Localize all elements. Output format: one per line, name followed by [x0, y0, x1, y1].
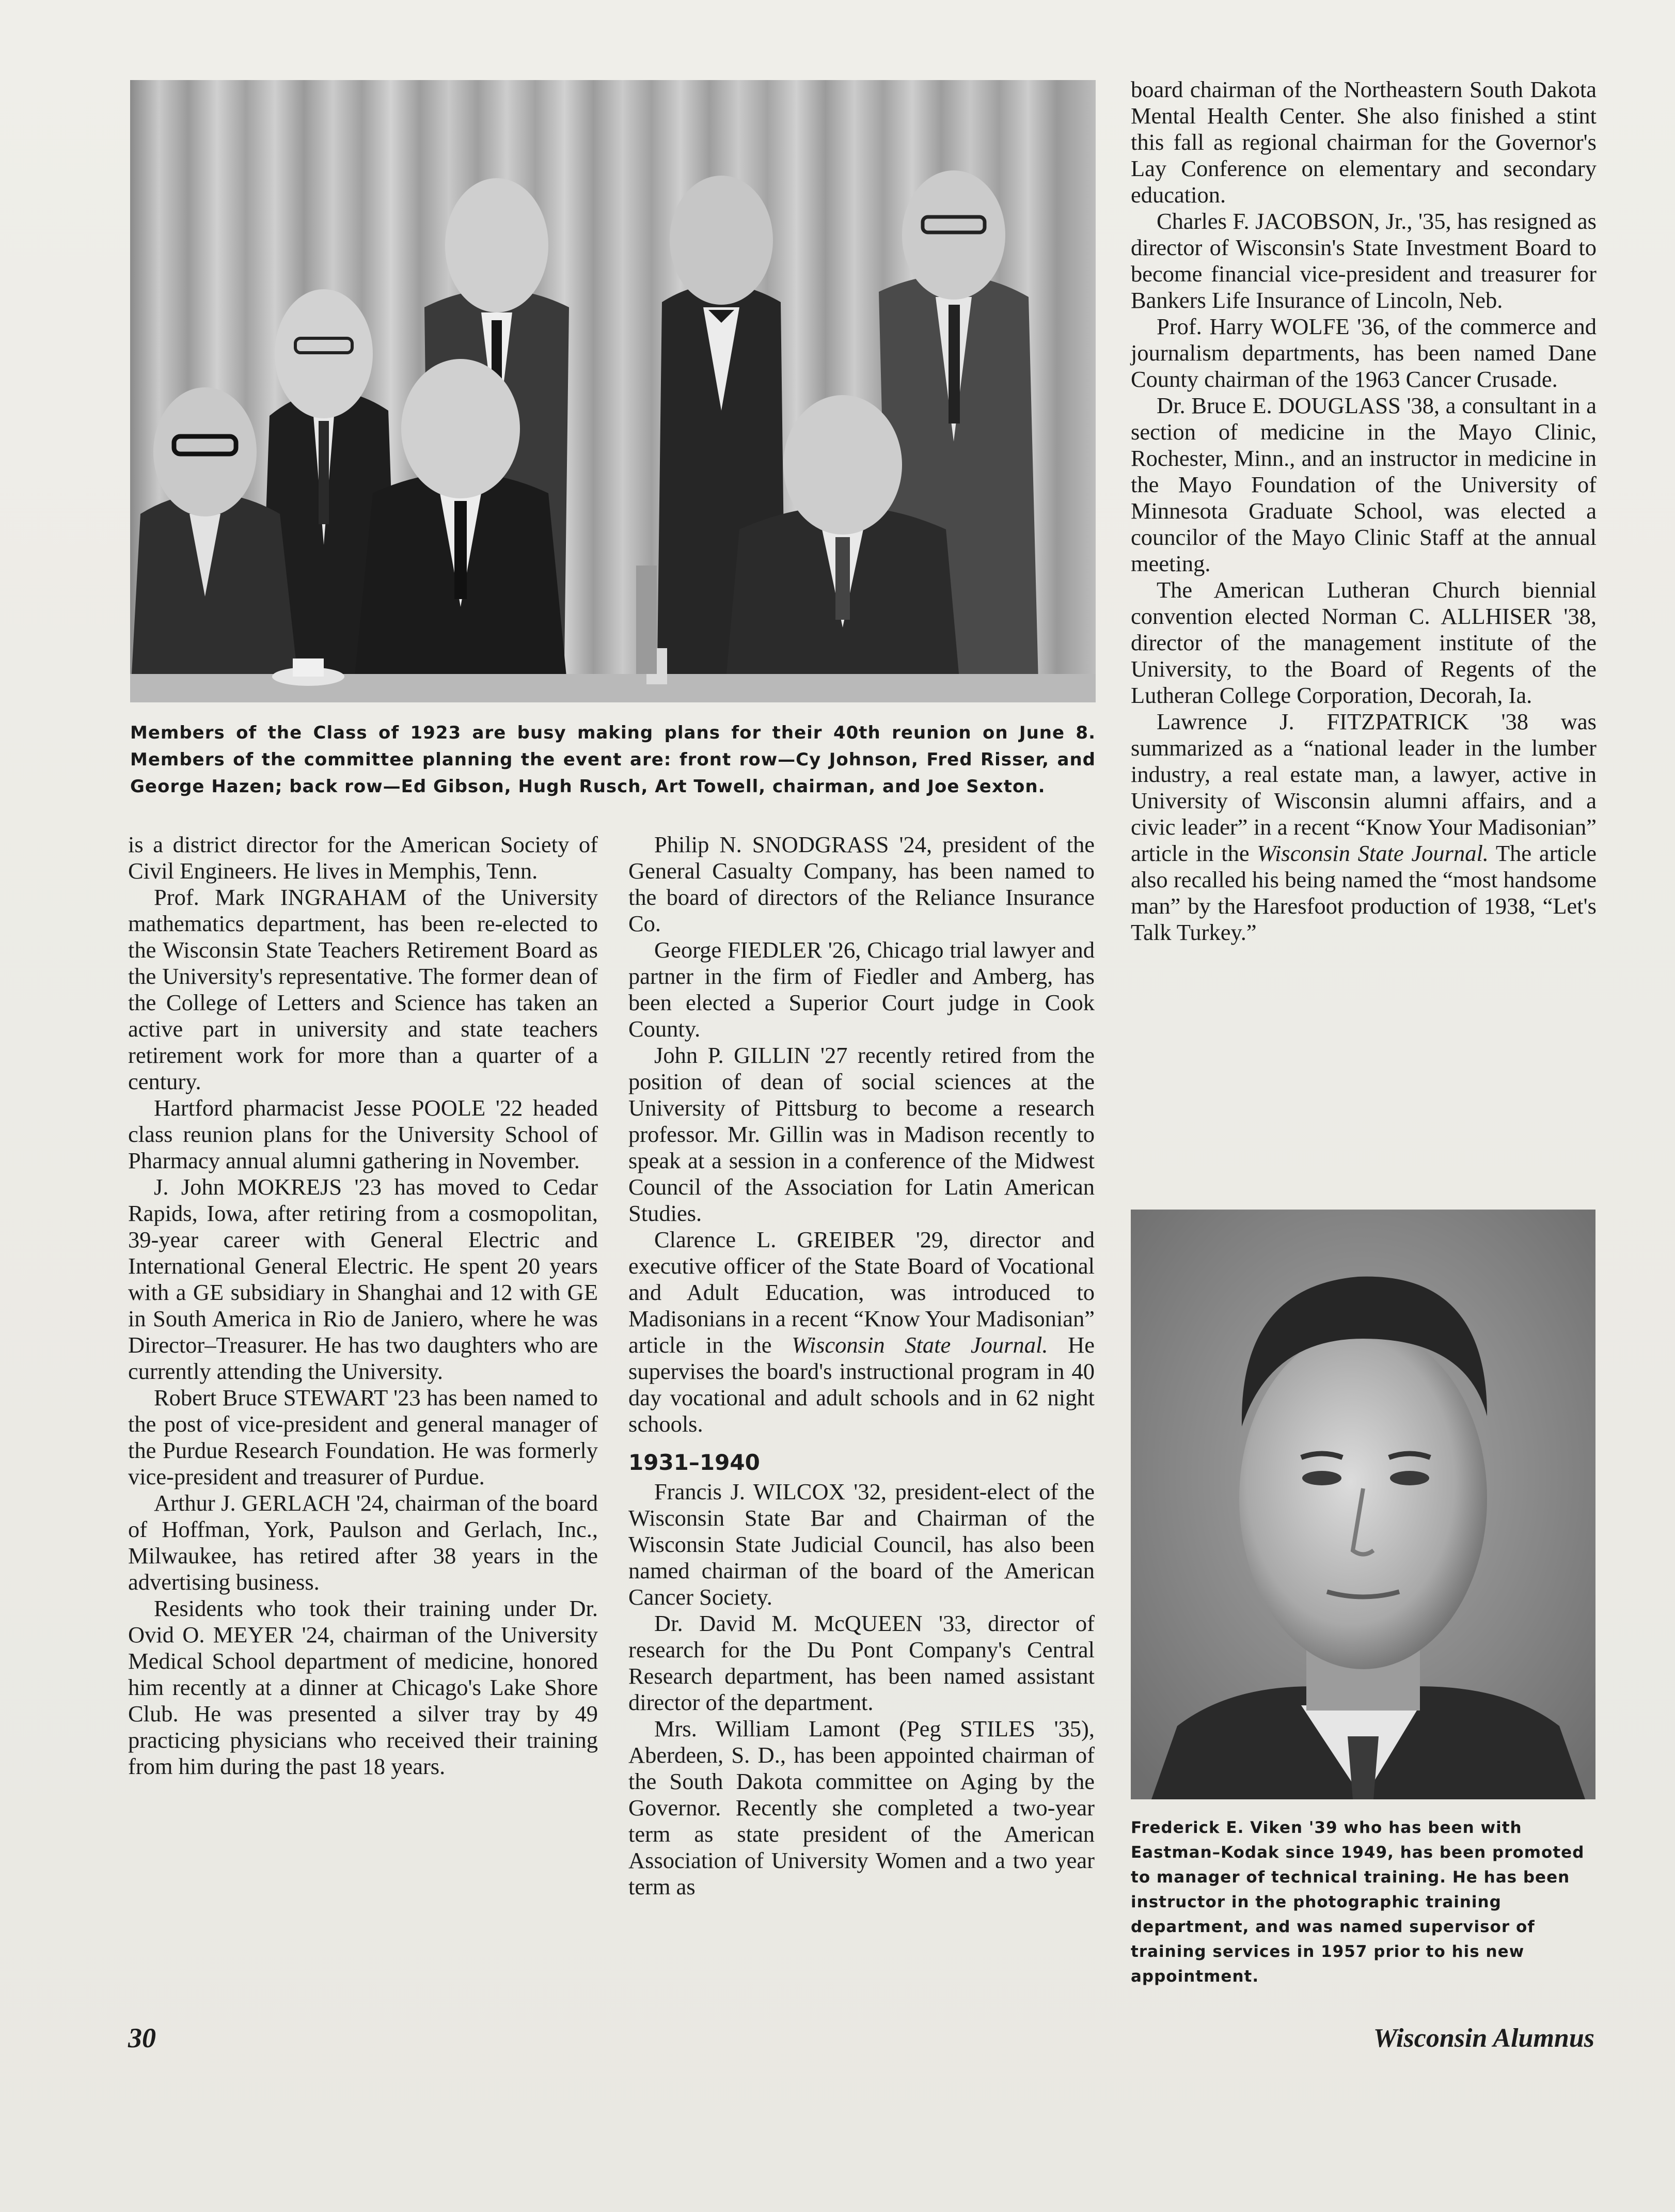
paragraph: Residents who took their training under Dr. Ovid O. MEYER '24, chairman of the University Medical School department of medicine, honored him recently at a dinner at Chicago's Lake Shore Club. He was presented a silver tray by 49 practicing physicians who received their training from him during the past 18 years.: [128, 1595, 598, 1779]
paragraph: Robert Bruce STEWART '23 has been named to the post of vice-president and general manager of the Purdue Research Foundation. He was formerly vice-president and treasurer of Purdue.: [128, 1385, 598, 1489]
portrait-caption: Frederick E. Viken '39 who has been with Eastman–Kodak since 1949, has been promoted to manager of technical training. He has been instructor in the photographic training department, and was named supervisor of training services in 1957 prior to his new appointment.: [1131, 1818, 1585, 1986]
paragraph: is a district director for the American Society of Civil Engineers. He lives in Memphis, Tenn.: [128, 832, 598, 884]
paragraph: The American Lutheran Church biennial convention elected Norman C. ALLHISER '38, director of the management institute of the University, to the Board of Regents of the Lutheran College Corporation, Decorah, Ia.: [1131, 577, 1597, 708]
paragraph: Francis J. WILCOX '32, president-elect of the Wisconsin State Bar and Chairman of the Wisconsin State Judicial Council, has also been named chairman of the board of the American Cancer Society.: [628, 1479, 1095, 1610]
paragraph: Prof. Harry WOLFE '36, of the commerce and journalism departments, has been named Dane County chairman of the 1963 Cancer Crusade.: [1131, 313, 1597, 392]
article-column-3: [1131, 76, 1597, 946]
text-run: Lawrence J. FITZPATRICK '38 was summarized as a “national leader in the lumber industry, a real estate man, a lawyer, active in University of Wisconsin alumni affairs, and a civic leader” in a recent “Know Your Madisonian” article in the: [1131, 709, 1597, 866]
group-photo: [130, 80, 1096, 702]
publication-name: Wisconsin Alumnus: [1373, 2023, 1594, 2053]
paragraph: Charles F. JACOBSON, Jr., '35, has resigned as director of Wisconsin's State Investment Board to become financial vice-president and treasurer for Bankers Life Insurance of Lincoln, Neb.: [1131, 208, 1597, 313]
group-photo-caption: Members of the Class of 1923 are busy making plans for their 40th reunion on June 8. Members of the committee planning the event are: front row—Cy Johnson, Fred Risser, and George Hazen; back row—Ed Gibson, Hugh Rusch, Art Towell, chairman, and Joe Sexton.: [130, 723, 1096, 797]
paragraph-fitzpatrick: [1131, 709, 1597, 946]
paragraph: Arthur J. GERLACH '24, chairman of the board of Hoffman, York, Paulson and Gerlach, Inc., Milwaukee, has retired after 38 years in the advertising business.: [128, 1490, 598, 1595]
paragraph: board chairman of the Northeastern South Dakota Mental Health Center. She also finished a stint this fall as regional chairman for the Governor's Lay Conference on elementary and secondary education.: [1131, 76, 1597, 208]
paragraph: George FIEDLER '26, Chicago trial lawyer and partner in the firm of Fiedler and Amberg, has been elected a Superior Court judge in Cook County.: [628, 937, 1095, 1042]
paragraph: J. John MOKREJS '23 has moved to Cedar Rapids, Iowa, after retiring from a cosmopolitan, 39-year career with General Electric and International General Electric. He spent 20 years with a GE subsidiary in Shanghai and 12 with GE in South America in Rio de Janiero, where he was Director–Treasurer. He has two daughters who are currently attending the University.: [128, 1174, 598, 1384]
paragraph: Dr. David M. McQUEEN '33, director of research for the Du Pont Company's Central Research department, has been named assistant director of the department.: [628, 1610, 1095, 1715]
journal-title: Wisconsin State Journal.: [1257, 840, 1489, 866]
page-number: 30: [128, 2022, 156, 2053]
paragraph: Philip N. SNODGRASS '24, president of the General Casualty Company, has been named to the board of directors of the Reliance Insurance Co.: [628, 832, 1095, 936]
paragraph: John P. GILLIN '27 recently retired from the position of dean of social sciences at the University of Pittsburg to become a research professor. Mr. Gillin was in Madison recently to speak at a session in a conference of the Midwest Council of the Association for Latin American Studies.: [628, 1042, 1095, 1226]
article-column-1: [128, 832, 598, 1780]
portrait-illustration: [1131, 1210, 1595, 1799]
article-column-2: [628, 832, 1095, 1900]
text-run: He supervises the board's instructional program in 40 day vocational and adult schools and in 62 night schools.: [628, 1332, 1095, 1437]
paragraph: Dr. Bruce E. DOUGLASS '38, a consultant in a section of medicine in the Mayo Clinic, Rochester, Minn., and an instructor in medicine in the Mayo Foundation of the University of Minnesota Graduate School, was elected a councilor of the Mayo Clinic Staff at the annual meeting.: [1131, 393, 1597, 576]
journal-title: Wisconsin State Journal.: [792, 1332, 1048, 1358]
portrait-photo: [1131, 1210, 1595, 1799]
text-run: The article also recalled his being named the “most handsome man” by the Haresfoot production of 1938, “Let's Talk Turkey.”: [1131, 840, 1597, 945]
text-run: Clarence L. GREIBER '29, director and executive officer of the State Board of Vocational and Adult Education, was introduced to Madisonians in a recent “Know Your Madisonian” article in the: [628, 1227, 1095, 1358]
paragraph: Mrs. William Lamont (Peg STILES '35), Aberdeen, S. D., has been appointed chairman of the South Dakota committee on Aging by the Governor. Recently she completed a two-year term as state president of the American Association of University Women and a two year term as: [628, 1716, 1095, 1900]
paragraph: Prof. Mark INGRAHAM of the University mathematics department, has been re-elected to the Wisconsin State Teachers Retirement Board as the University's representative. The former dean of the College of Letters and Science has taken an active part in university and state teachers retirement work for more than a quarter of a century.: [128, 884, 598, 1094]
group-photo-illustration: [130, 80, 1096, 702]
section-heading: 1931–1940: [628, 1450, 760, 1475]
paragraph: Hartford pharmacist Jesse POOLE '22 headed class reunion plans for the University School of Pharmacy annual alumni gathering in November.: [128, 1095, 598, 1173]
paragraph-greiber: [628, 1227, 1095, 1437]
